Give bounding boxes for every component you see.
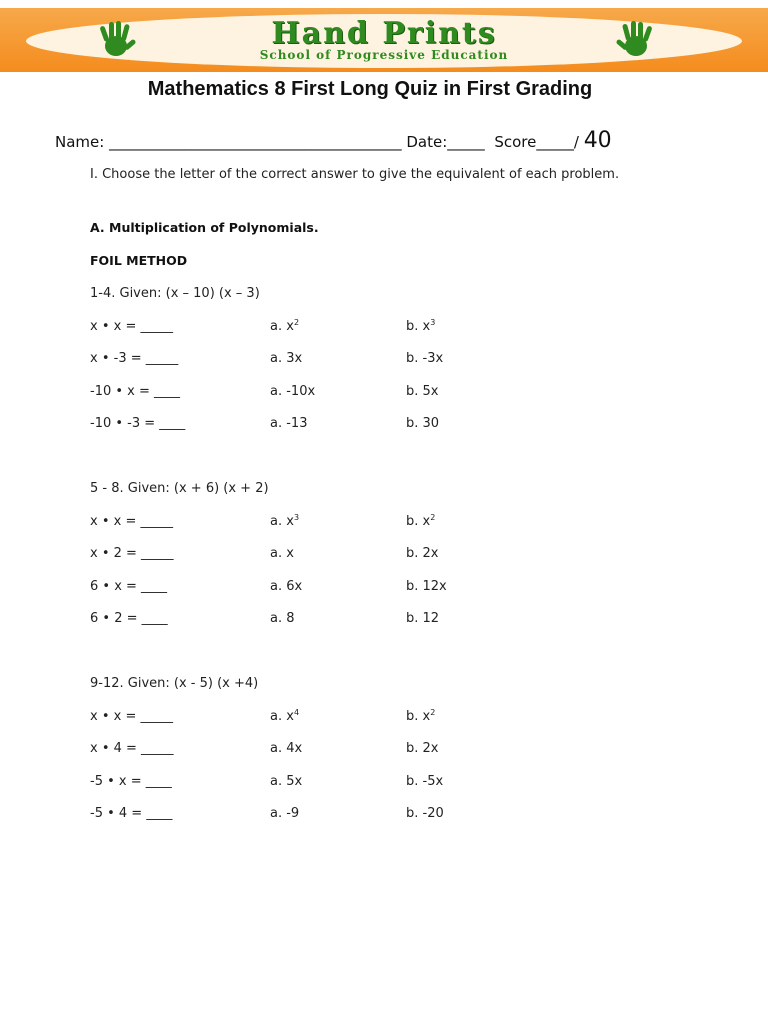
section-heading: A. Multiplication of Polynomials.	[90, 220, 319, 235]
choice-b: b. 12x	[406, 578, 447, 594]
question-row	[0, 416, 768, 438]
question-prompt: x • x = _____	[90, 513, 173, 529]
exponent: 4	[293, 707, 300, 717]
question-prompt: 6 • 2 = ____	[90, 611, 168, 627]
choice-b: b. 12	[406, 611, 440, 627]
question-prompt: x • -3 = _____	[90, 351, 179, 367]
question-prompt: 6 • x = ____	[90, 578, 168, 594]
choice-a: a. $x^2$	[270, 317, 300, 334]
choice-a: a. 6x	[270, 578, 303, 594]
score-label: Score	[494, 133, 537, 151]
question-row	[0, 774, 768, 796]
header-fields	[55, 128, 735, 158]
score-total: 40	[583, 128, 612, 153]
choice-a: a. x	[270, 546, 294, 562]
exponent: 2	[430, 707, 436, 717]
question-row	[0, 741, 768, 763]
school-name: Hand Prints	[271, 16, 497, 51]
exponent: 2	[430, 512, 436, 522]
choice-b: b. $x^3$	[406, 317, 436, 334]
given-expression: 9-12. Given: (x - 5) (x +4)	[90, 676, 259, 691]
choice-a: a. -13	[270, 416, 308, 432]
date-label: Date:	[406, 133, 448, 151]
date-blank: _____	[447, 133, 485, 151]
choice-a: a. 8	[270, 611, 295, 627]
choice-a: a. $x^3$	[270, 512, 300, 529]
exponent: 3	[430, 317, 436, 327]
choice-a: a. -9	[270, 806, 300, 822]
question-prompt: x • x = _____	[90, 318, 173, 334]
choice-b: b. 2x	[406, 741, 439, 757]
given-expression: 5 - 8. Given: (x + 6) (x + 2)	[90, 481, 269, 496]
question-row	[0, 319, 768, 341]
choice-a: a. 4x	[270, 741, 303, 757]
question-prompt: x • 2 = _____	[90, 546, 174, 562]
question-prompt: -10 • x = ____	[90, 383, 181, 399]
question-row	[0, 611, 768, 633]
question-row	[0, 514, 768, 536]
exponent: 2	[293, 317, 300, 327]
instruction-text: I. Choose the letter of the correct answer to give the equivalent of each problem.	[90, 167, 620, 182]
choice-b: b. 2x	[406, 546, 439, 562]
choice-a: a. -10x	[270, 383, 316, 399]
school-tagline: School of Progressive Education	[259, 48, 509, 62]
question-prompt: -5 • x = ____	[90, 773, 172, 789]
question-row	[0, 709, 768, 731]
page-title: Mathematics 8 First Long Quiz in First Grading	[147, 78, 593, 100]
given-expression: 1-4. Given: (x – 10) (x – 3)	[90, 286, 260, 301]
school-banner	[0, 8, 768, 72]
choice-b: b. -3x	[406, 351, 444, 367]
name-label: Name:	[55, 133, 105, 151]
name-blank: _______________________________________	[109, 133, 402, 151]
choice-b: b. $x^2$	[406, 512, 436, 529]
exponent: 3	[293, 512, 300, 522]
question-row	[0, 806, 768, 828]
method-heading: FOIL METHOD	[90, 253, 188, 268]
choice-b: b. 30	[406, 416, 440, 432]
question-row	[0, 384, 768, 406]
question-prompt: -10 • -3 = ____	[90, 416, 186, 432]
choice-b: b. -20	[406, 806, 444, 822]
question-prompt: x • 4 = _____	[90, 741, 174, 757]
choice-b: b. $x^2$	[406, 707, 436, 724]
question-row	[0, 351, 768, 373]
question-row	[0, 546, 768, 568]
choice-a: a. 3x	[270, 351, 303, 367]
choice-b: b. 5x	[406, 383, 439, 399]
question-prompt: x • x = _____	[90, 708, 173, 724]
score-blank: _____/	[536, 133, 579, 151]
question-row	[0, 579, 768, 601]
question-prompt: -5 • 4 = ____	[90, 806, 173, 822]
choice-a: a. $x^4$	[270, 707, 300, 724]
choice-b: b. -5x	[406, 773, 444, 789]
choice-a: a. 5x	[270, 773, 303, 789]
